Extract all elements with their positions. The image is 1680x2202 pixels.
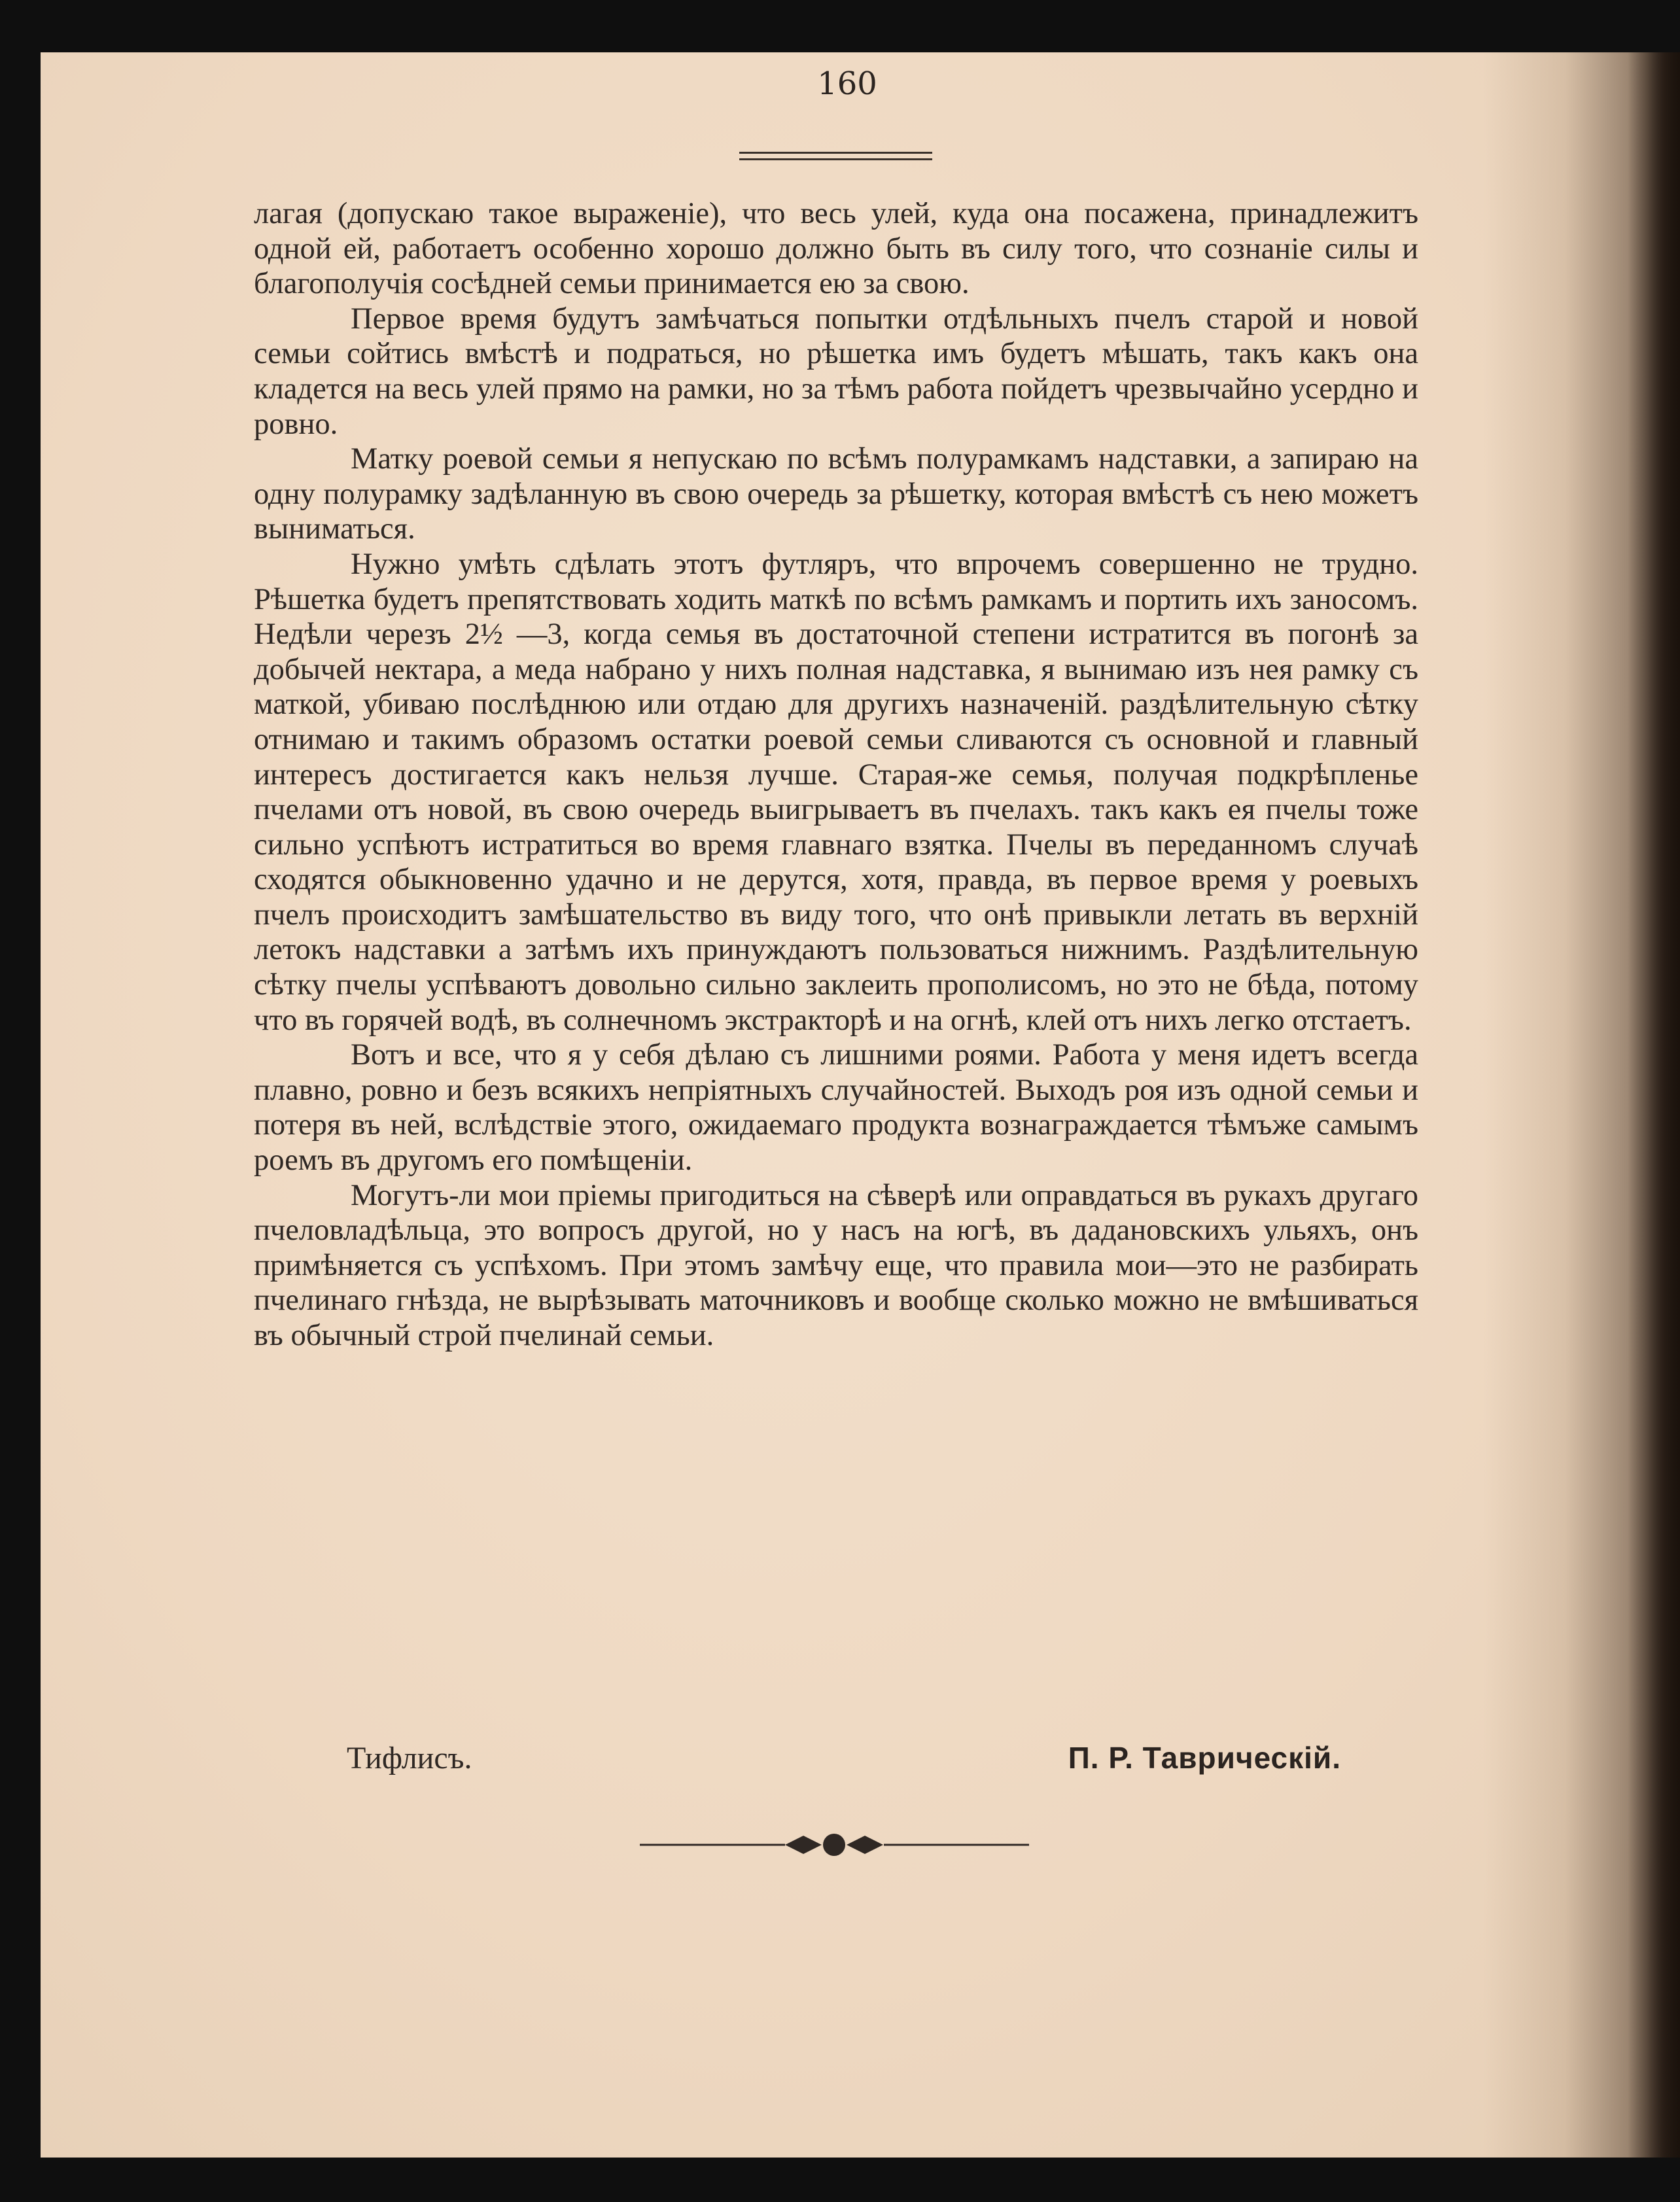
article-body <box>254 196 1418 1354</box>
paragraph: Могутъ-ли мои пріемы пригодиться на сѣверѣ или оправдаться въ рукахъ другаго пчеловладѣльца, это вопросъ другой, но у насъ на югѣ, въ дадановскихъ ульяхъ, онъ примѣняется съ успѣхомъ. При этомъ замѣчу еще, что правила мои—это не разбирать пчелинаго гнѣзда, не вырѣзывать маточниковъ и вообще сколько можно не вмѣшиваться въ обычный строй пчелинай семьи. <box>254 1178 1418 1352</box>
paragraph: Вотъ и все, что я у себя дѣлаю съ лишними роями. Работа у меня идетъ всегда плавно, ровно и безъ всякихъ непріятныхъ случайностей. Выходъ роя изъ одной семьи и потеря въ ней, вслѣдствіе этого, ожидаемаго продукта вознаграждается тѣмъже самымъ роемъ въ другомъ его помѣщеніи. <box>254 1038 1418 1178</box>
paragraph-continuation: лагая (допускаю такое выраженіе), что весь улей, куда она посажена, принадлежитъ одной ей, работаетъ особенно хорошо должно быть въ силу того, что сознаніе силы и благополучія сосѣдней семьи принимается ею за свою. <box>254 197 1418 301</box>
paragraph: Первое время будутъ замѣчаться попытки отдѣльныхъ пчелъ старой и новой семьи сойтись вмѣстѣ и подраться, но рѣшетка имъ будетъ мѣшать, такъ какъ она кладется на весь улей прямо на рамки, но за тѣмъ работа пойдетъ чрезвычайно усердно и ровно. <box>254 302 1418 441</box>
signature-author: П. Р. Таврическій. <box>1068 1741 1341 1775</box>
end-ornament-divider <box>640 1832 1029 1858</box>
header-double-rule <box>739 152 932 160</box>
signature-line <box>347 1740 1341 1786</box>
page-gutter-shadow <box>1628 52 1680 2158</box>
page-number: 160 <box>817 65 877 102</box>
paragraph: Матку роевой семьи я непускаю по всѣмъ полурамкамъ надставки, а запираю на одну полурамку задѣланную въ свою очередь за рѣшетку, которая вмѣстѣ съ нею можетъ выниматься. <box>254 442 1418 546</box>
paragraph: Нужно умѣть сдѣлать этотъ футляръ, что впрочемъ совершенно не трудно. Рѣшетка будетъ препятствовать ходить маткѣ по всѣмъ рамкамъ и портить ихъ заносомъ. Недѣли черезъ 2½ —3, когда семья въ достаточной степени истратится въ погонѣ за добычей нектара, а меда набрано у нихъ полная надставка, я вынимаю изъ нея рамку съ маткой, убиваю послѣднюю или отдаю для другихъ назначеній. раздѣлительную сѣтку отнимаю и такимъ образомъ остатки роевой семьи сливаются съ основной и главный интересъ достигается какъ нельзя лучше. Старая-же семья, получая подкрѣпленье пчелами отъ новой, въ свою очередь выигрываетъ въ пчелахъ. такъ какъ ея пчелы тоже сильно успѣютъ истратиться во время главнаго взятка. Пчелы въ переданномъ случаѣ сходятся обыкновенно удачно и не дерутся, хотя, правда, въ первое время у роевыхъ пчелъ происходитъ замѣшательство въ виду того, что онѣ привыкли летать въ верхній летокъ надставки а затѣмъ ихъ принуждаютъ пользоваться нижнимъ. Раздѣлительную сѣтку пчелы успѣваютъ довольно сильно заклеить прополисомъ, но это не бѣда, потому что въ горячей водѣ, въ солнечномъ экстракторѣ и на огнѣ, клей отъ нихъ легко отстаетъ. <box>254 547 1418 1037</box>
signature-place: Тифлисъ. <box>347 1741 472 1775</box>
